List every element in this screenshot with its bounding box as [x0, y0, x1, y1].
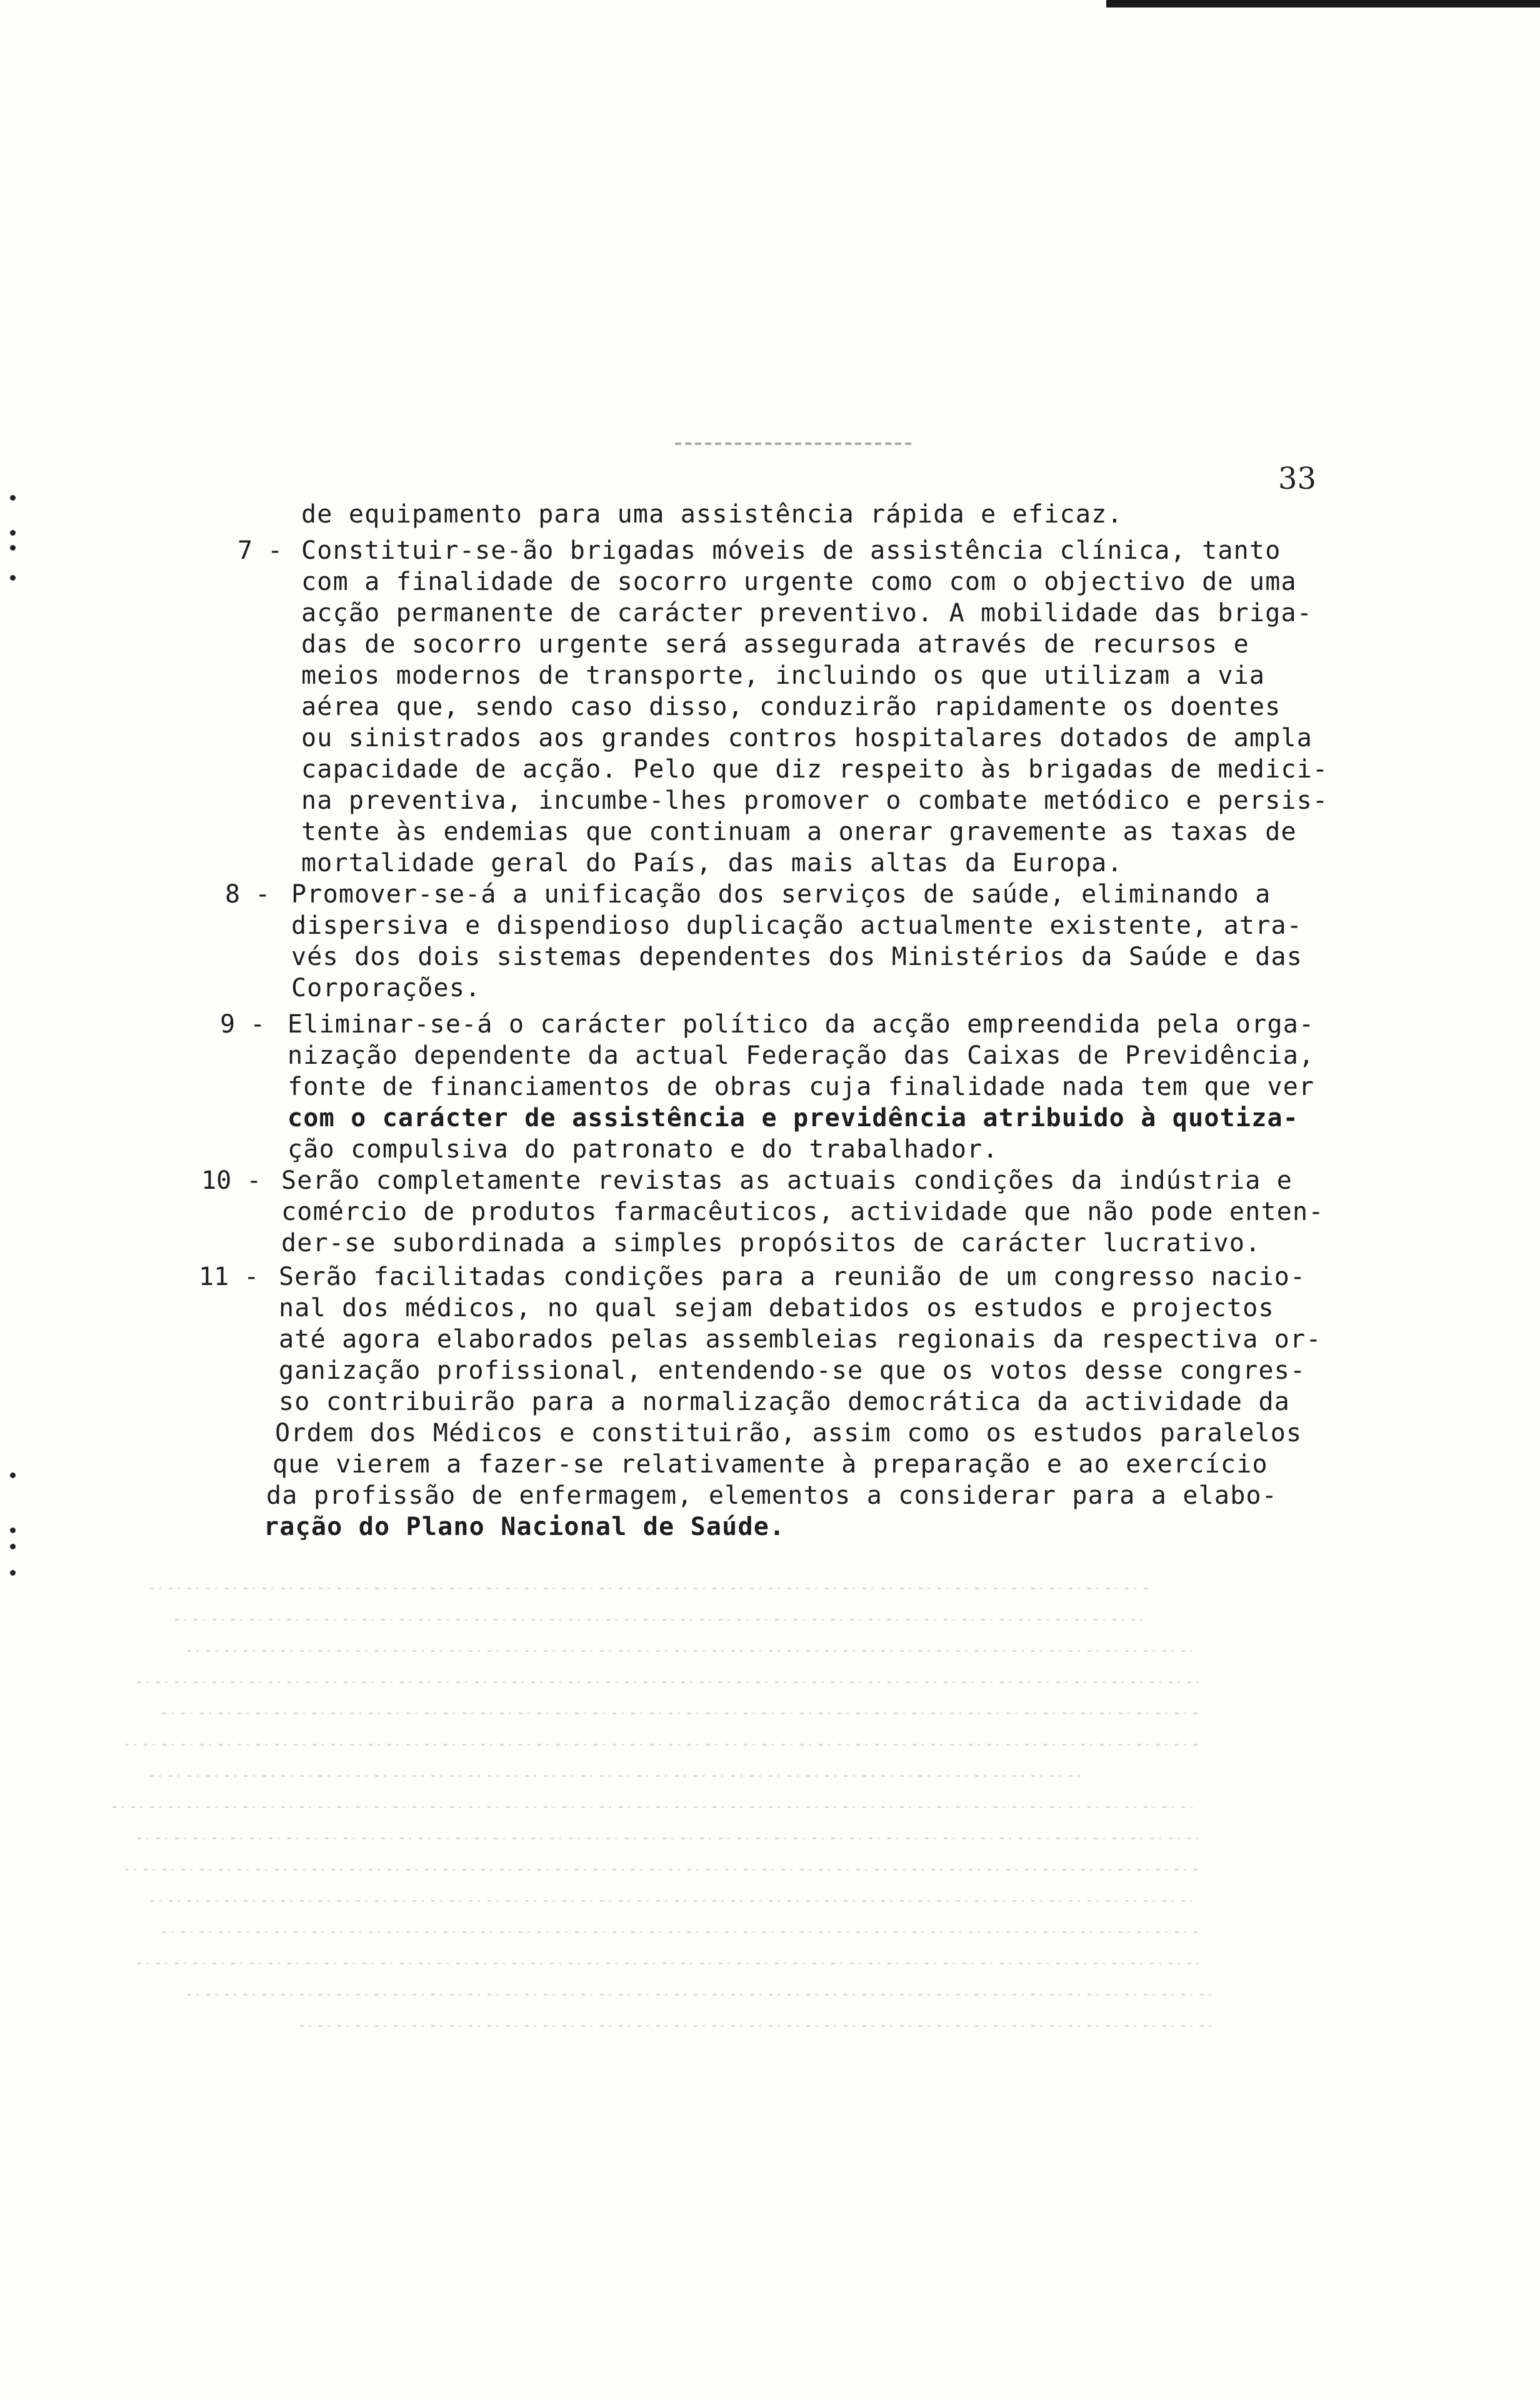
text-line: até agora elaborados pelas assembleias regionais da respectiva or-	[279, 1325, 1322, 1354]
text-line: tente às endemias que continuam a onerar gravemente as taxas de	[301, 818, 1297, 846]
text-line: ganização profissional, entendendo-se que os votos desse congres-	[279, 1356, 1306, 1385]
faint-dash-mark	[675, 442, 912, 445]
item-number-9: 9 -	[220, 1010, 266, 1039]
bleed-through-line	[188, 1650, 1200, 1652]
margin-dot	[10, 1472, 16, 1478]
bleed-through-line	[175, 1619, 1150, 1621]
bleed-through-line	[150, 1900, 1200, 1902]
margin-dot	[10, 495, 16, 501]
text-line: Serão completamente revistas as actuais condições da indústria e	[281, 1166, 1293, 1195]
item-number-8: 8 -	[225, 880, 271, 909]
text-line: ção compulsiva do patronato e do trabalhador.	[288, 1135, 999, 1164]
text-line: acção permanente de carácter preventivo. A mobilidade das briga-	[301, 599, 1313, 628]
item-number-10: 10 -	[201, 1166, 262, 1195]
margin-dot	[10, 575, 16, 581]
text-line: fonte de financiamentos de obras cuja finalidade nada tem que ver	[288, 1072, 1315, 1101]
bleed-through-line	[188, 1994, 1212, 1996]
bleed-through-line	[138, 1962, 1200, 1964]
text-line: so contribuirão para a normalização democrática da actividade da	[279, 1388, 1291, 1416]
bleed-through-line	[150, 1775, 1088, 1777]
margin-dot	[10, 1570, 16, 1576]
text-line: Constituir-se-ão brigadas móveis de assistência clínica, tanto	[301, 536, 1281, 565]
text-line: Ordem dos Médicos e constituirão, assim como os estudos paralelos	[275, 1419, 1302, 1448]
bleed-through-line	[138, 1681, 1200, 1683]
bleed-through-area	[112, 1575, 1212, 2400]
margin-dot	[10, 530, 16, 536]
bleed-through-line	[112, 1806, 1200, 1808]
text-line: vés dos dois sistemas dependentes dos Ministérios da Saúde e das	[291, 942, 1303, 971]
text-line: de equipamento para uma assistência rápida e eficaz.	[301, 500, 1123, 529]
bleed-through-line	[162, 1931, 1200, 1933]
bleed-through-line	[125, 1744, 1200, 1746]
text-line: Eliminar-se-á o carácter político da acção empreendida pela orga-	[288, 1010, 1315, 1039]
bleed-through-line	[162, 1712, 1200, 1714]
text-line: nização dependente da actual Federação das Caixas de Previdência,	[288, 1041, 1315, 1070]
margin-dot	[10, 545, 16, 551]
text-line: Corporações.	[291, 974, 481, 1002]
bleed-through-line	[150, 1588, 1150, 1589]
text-line: que vierem a fazer-se relativamente à preparação e ao exercício	[272, 1450, 1268, 1479]
text-line: Promover-se-á a unificação dos serviços de saúde, eliminando a	[291, 880, 1271, 909]
text-line: ou sinistrados aos grandes contros hospitalares dotados de ampla	[301, 724, 1313, 752]
text-line: der-se subordinada a simples propósitos de carácter lucrativo.	[281, 1229, 1261, 1258]
text-line: com a finalidade de socorro urgente como com o objectivo de uma	[301, 568, 1297, 596]
text-line: com o carácter de assistência e previdência atribuido à quotiza-	[288, 1104, 1299, 1132]
margin-dot	[10, 1544, 16, 1549]
item-number-7: 7 -	[238, 536, 283, 565]
text-line: da profissão de enfermagem, elementos a considerar para a elabo-	[266, 1481, 1278, 1510]
text-line: meios modernos de transporte, incluindo os que utilizam a via	[301, 661, 1266, 690]
text-line: dispersiva e dispendioso duplicação actualmente existente, atra-	[291, 911, 1303, 940]
text-line: mortalidade geral do País, das mais altas da Europa.	[301, 849, 1123, 878]
text-line: na preventiva, incumbe-lhes promover o combate metódico e persis-	[301, 786, 1329, 815]
scan-top-edge	[1106, 0, 1540, 8]
bleed-through-line	[138, 1838, 1200, 1839]
text-line: das de socorro urgente será assegurada através de recursos e	[301, 630, 1249, 659]
bleed-through-line	[125, 1869, 1200, 1871]
page-number: 33	[1278, 461, 1317, 496]
text-line: nal dos médicos, no qual sejam debatidos os estudos e projectos	[279, 1294, 1274, 1322]
margin-dot	[10, 1528, 16, 1533]
text-line: comércio de produtos farmacêuticos, actividade que não pode enten-	[281, 1198, 1324, 1226]
item-number-11: 11 -	[199, 1262, 259, 1291]
text-line: Serão facilitadas condições para a reunião de um congresso nacio-	[279, 1262, 1306, 1291]
text-line: capacidade de acção. Pelo que diz respeito às brigadas de medici-	[301, 755, 1329, 784]
text-line: ração do Plano Nacional de Saúde.	[264, 1512, 786, 1541]
text-line: aérea que, sendo caso disso, conduzirão rapidamente os doentes	[301, 692, 1281, 721]
bleed-through-line	[300, 2025, 1212, 2027]
